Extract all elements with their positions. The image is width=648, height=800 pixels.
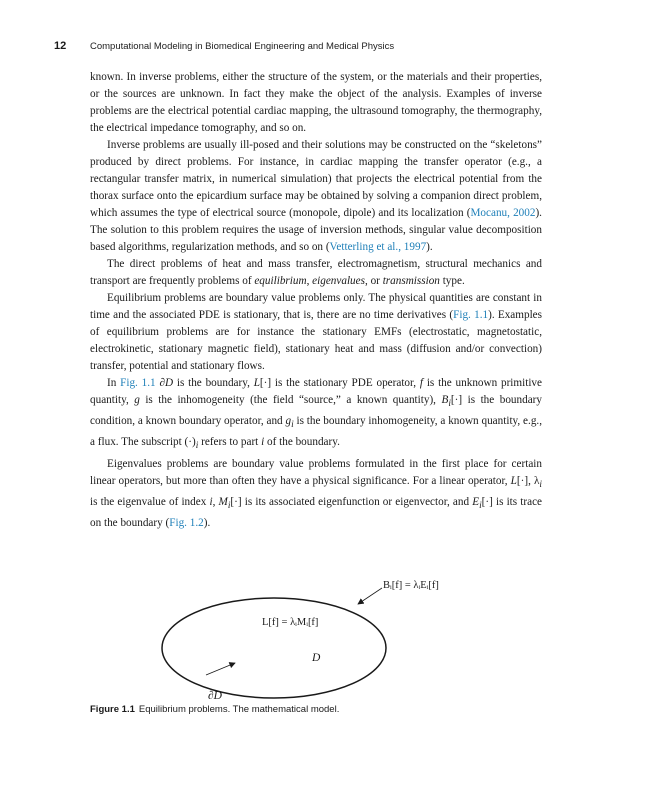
caption-label: Figure 1.1	[90, 704, 135, 715]
math-subscript-i: i	[291, 420, 294, 431]
math-L: L	[510, 474, 517, 487]
paragraph-text: type.	[439, 275, 465, 287]
body-text	[90, 69, 542, 532]
paragraph-text: of the boundary.	[264, 436, 340, 449]
math-B: B	[441, 394, 449, 406]
figure-1-1-link[interactable]: Fig. 1.1	[120, 377, 156, 389]
paragraph-text: In	[107, 377, 121, 389]
running-header	[54, 40, 594, 56]
math-subscript-i: i	[539, 479, 542, 490]
math-i: i	[261, 436, 265, 449]
figure-caption	[90, 704, 542, 715]
term-equilibrium: equilibrium	[254, 275, 307, 287]
figure-1-1-link[interactable]: Fig. 1.1	[453, 309, 489, 321]
math-subscript-i: i	[448, 399, 451, 410]
math-f: f	[419, 377, 424, 389]
boundary-condition-arrow	[358, 588, 382, 604]
citation-vetterling-link[interactable]: Vetterling et al., 1997	[329, 241, 427, 253]
paragraph-text: ). The solution to this problem requires the usage of inversion methods, singular value decomposition based algorithms, regularization methods, and so on (	[90, 207, 542, 253]
paragraph-text: ,	[212, 495, 219, 508]
math-operator: [·]	[259, 377, 272, 389]
paragraph-text: ). Examples of equilibrium problems are for instance the stationary EMFs (electrostatic, magnetostatic, electrokinetic, stationary magnetic field), stationary heat and mass (diffusion and/or convection) transfer, potential and stationary flows.	[90, 309, 542, 372]
paragraph-text: is its trace on the boundary (	[90, 495, 543, 530]
paragraph-text: ,	[306, 275, 313, 287]
math-subscript-i: i	[227, 501, 231, 512]
boundary-label-arrow	[206, 663, 235, 675]
paragraph-text: is the boundary inhomogeneity, a known quantity, e.g., a flux. The subscript (·)	[90, 415, 543, 449]
paragraph-text: is the inhomogeneity (the field “source,” a known quantity),	[139, 394, 442, 406]
paragraph-text: is the unknown primitive quantity,	[90, 377, 542, 406]
paragraph-text: The direct problems of heat and mass transfer, electromagnetism, structural mechanics and transport are frequently problems of	[90, 258, 542, 287]
paragraph-eigenvalues	[90, 456, 542, 532]
paragraph-text: , λ	[528, 474, 540, 487]
caption-text: Equilibrium problems. The mathematical model.	[138, 704, 340, 715]
math-g: g	[134, 394, 140, 406]
math-g: g	[285, 415, 292, 428]
domain-equation: L[f] = λᵢMᵢ[f]	[262, 617, 319, 628]
boundary-label: ∂D	[208, 690, 222, 702]
figure-1-1	[90, 572, 542, 717]
paragraph-text: known. In inverse problems, either the structure of the system, or the materials and their properties, or the sources are unknown. In fact they make the object of the analysis. Examples of inverse problems are the electrical potential cardiac mapping, the ultrasound tomography, the thermography, the electrical impedance tomography, and so on.	[90, 71, 542, 134]
paragraph-text: ).	[203, 517, 211, 530]
math-operator: [·]	[450, 394, 463, 406]
math-operator: [·]	[481, 495, 493, 508]
paragraph-text: is its associated eigenfunction or eigenvector, and	[241, 495, 473, 508]
paragraph-text: is the boundary,	[173, 377, 254, 389]
paragraph-text: is the boundary condition, a known boundary operator, and	[90, 394, 542, 428]
paragraph-ill-posed	[90, 137, 542, 256]
paragraph-text: ).	[426, 241, 433, 253]
paragraph-text: refers to part	[198, 436, 262, 449]
figure-1-2-link[interactable]: Fig. 1.2	[169, 517, 204, 530]
paragraph-text: Eigenvalues problems are boundary value problems formulated in the first place for certain linear operators, but more than often they have a physical significance. For a linear operator,	[90, 457, 542, 487]
paragraph-inverse-problems	[90, 69, 542, 137]
paragraph-equilibrium	[90, 290, 542, 375]
paragraph-direct-problems	[90, 256, 542, 290]
boundary-equation: Bᵢ[f] = λᵢEᵢ[f]	[383, 580, 439, 591]
math-subscript-i: i	[195, 441, 199, 452]
math-operator: [·]	[230, 495, 242, 508]
page-number: 12	[54, 40, 67, 52]
running-title: Computational Modeling in Biomedical Engineering and Medical Physics	[90, 41, 395, 52]
domain-ellipse	[162, 598, 386, 698]
paragraph-text: is the stationary PDE operator,	[271, 377, 420, 389]
math-E: E	[472, 495, 480, 508]
paragraph-text: , or	[364, 275, 383, 287]
term-transmission: transmission	[382, 275, 440, 287]
term-eigenvalues: eigenvalues	[312, 275, 365, 287]
domain-label: D	[312, 652, 321, 664]
math-M: M	[218, 495, 228, 508]
math-subscript-i: i	[479, 501, 482, 512]
math-boundary: ∂D	[159, 377, 174, 389]
figure-diagram	[90, 572, 542, 702]
paragraph-figure-notation	[90, 375, 542, 456]
citation-mocanu-link[interactable]: Mocanu, 2002	[470, 207, 536, 219]
paragraph-text: Equilibrium problems are boundary value problems only. The physical quantities are constant in time and the associated PDE is stationary, that is, there are no time derivatives (	[90, 292, 542, 321]
math-L: L	[253, 377, 260, 389]
paragraph-text: Inverse problems are usually ill-posed and their solutions may be constructed on the “skeletons” produced by direct problems. For instance, in cardiac mapping the transfer operator (e.g., a rectangular transfer matrix, in numerical simulation) that projects the electrical potential from the thorax surface onto the epicardium surface may be obtained by solving a companion direct problem, which assumes the type of electrical source (monopole, dipole) and its localization (	[90, 139, 542, 219]
paragraph-text: is the eigenvalue of index	[90, 495, 210, 508]
math-i: i	[209, 495, 213, 508]
math-operator: [·]	[516, 474, 529, 487]
